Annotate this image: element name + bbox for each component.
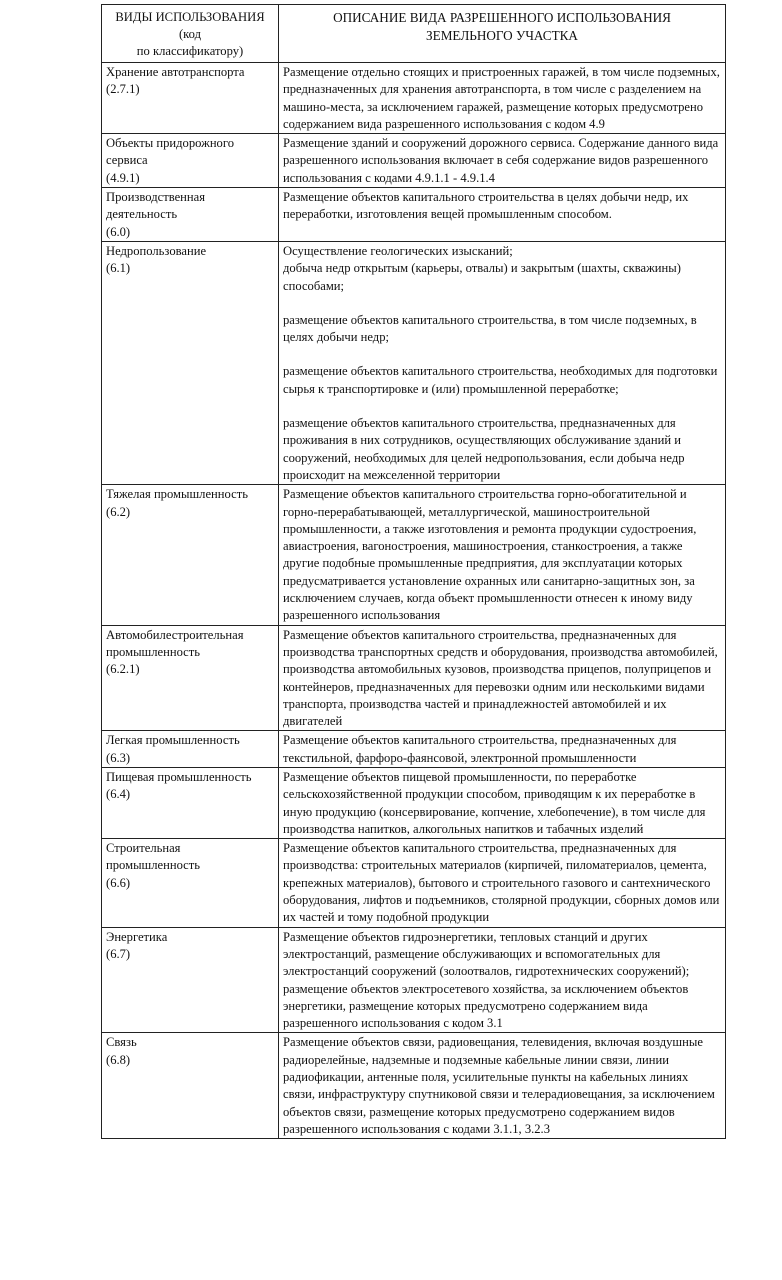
use-type-cell (102, 485, 279, 625)
use-type-cell (102, 188, 279, 242)
use-type-title: Производственная деятельность (106, 190, 206, 222)
description-paragraph: Размещение объектов капитального строительства, предназначенных для производства транспортных средств и оборудования, производства автомобилей, производства автомобильных кузовов, производства прицепов, полуприцепов и контейнеров, предназначенных для перевозки одним или несколькими видами транспорта, производства частей и принадлежностей автомобилей и их двигателей (283, 627, 718, 729)
table-row (102, 241, 726, 484)
description-cell (279, 188, 726, 242)
header-description-line: ЗЕМЕЛЬНОГО УЧАСТКА (426, 27, 578, 43)
paragraph-gap (283, 346, 721, 363)
use-type-title: Легкая промышленность (106, 733, 240, 748)
use-type-title: Строительная промышленность (106, 841, 201, 873)
table-row (102, 485, 726, 625)
header-use-type-line: ВИДЫ ИСПОЛЬЗОВАНИЯ (115, 10, 265, 24)
description-paragraph: размещение объектов электросетевого хозяйства, за исключением объектов энергетики, размещение которых предусмотрено содержанием вида разрешенного использования с кодом 3.1 (283, 981, 689, 1031)
table-row (102, 839, 726, 927)
use-type-code: (6.6) (106, 875, 131, 890)
description-paragraph: Размещение отдельно стоящих и пристроенных гаражей, в том числе подземных, предназначенных для хранения автотранспорта, в том числе с разделением на машино-места, за исключением гаражей, размещение которых предусмотрено содержанием вида разрешенного использования с кодом 4.9 (283, 65, 720, 131)
paragraph-gap (283, 295, 721, 312)
use-type-code: (6.0) (106, 224, 131, 239)
table-row (102, 63, 726, 134)
table-header-row (102, 5, 726, 63)
header-use-type-line: (код (178, 27, 201, 41)
use-type-code: (6.1) (106, 261, 131, 276)
table-row (102, 731, 726, 768)
table-row (102, 767, 726, 838)
description-paragraph: Размещение объектов капитального строительства в целях добычи недр, их переработки, изготовления вещей промышленным способом. (283, 190, 689, 222)
paragraph-gap (283, 398, 721, 415)
use-type-title: Пищевая промышленность (106, 769, 252, 784)
use-type-title: Недропользование (106, 243, 207, 258)
description-cell (279, 1033, 726, 1139)
use-type-code: (6.2) (106, 504, 131, 519)
description-cell (279, 731, 726, 768)
header-use-type-line: по классификатору) (136, 44, 244, 58)
description-paragraph: размещение объектов капитального строительства, в том числе подземных, в целях добычи недр; (283, 312, 697, 345)
description-paragraph: Размещение зданий и сооружений дорожного сервиса. Содержание данного вида разрешенного использования включает в себя содержание видов разрешенного использования с кодами 4.9.1.1 - 4.9.1.4 (283, 136, 719, 185)
description-cell (279, 63, 726, 134)
use-type-cell (102, 134, 279, 188)
use-type-code: (2.7.1) (106, 82, 140, 97)
use-type-code: (6.2.1) (106, 662, 140, 677)
header-description (279, 5, 726, 63)
description-cell (279, 839, 726, 927)
use-type-cell (102, 241, 279, 484)
use-type-code: (6.8) (106, 1052, 131, 1067)
header-description-line: ОПИСАНИЕ ВИДА РАЗРЕШЕННОГО ИСПОЛЬЗОВАНИЯ (333, 10, 671, 25)
table-row (102, 625, 726, 731)
description-paragraph: добыча недр открытым (карьеры, отвалы) и закрытым (шахты, скважины) способами; (283, 261, 681, 293)
table-row (102, 134, 726, 188)
use-type-cell (102, 625, 279, 731)
table-row (102, 1033, 726, 1139)
description-paragraph: Размещение объектов гидроэнергетики, тепловых станций и других электростанций, размещение обслуживающих и вспомогательных для электростанций сооружений (золоотвалов, гидротехнических сооружений); (283, 929, 690, 979)
description-cell (279, 927, 726, 1033)
use-type-title: Хранение автотранспорта (106, 65, 245, 79)
land-use-table (101, 4, 726, 1139)
use-type-cell (102, 1033, 279, 1139)
description-cell (279, 134, 726, 188)
description-cell (279, 241, 726, 484)
description-paragraph: размещение объектов капитального строительства, необходимых для подготовки сырья к транспортировке и (или) промышленной переработке; (283, 364, 718, 396)
use-type-cell (102, 731, 279, 768)
use-type-code: (6.3) (106, 750, 131, 765)
use-type-title: Связь (106, 1035, 137, 1050)
use-type-title: Автомобилестроительная промышленность (106, 627, 244, 659)
use-type-title: Объекты придорожного сервиса (106, 136, 235, 168)
description-paragraph: Размещение объектов пищевой промышленности, по переработке сельскохозяйственной продукции способом, приводящим к их переработке в иную продукцию (консервирование, копчение, хлебопечение), в том числе для производства напитков, алкогольных напитков и табачных изделий (283, 769, 706, 836)
description-paragraph: Размещение объектов капитального строительства, предназначенных для текстильной, фарфоро-фаянсовой, электронной промышленности (283, 733, 677, 765)
description-paragraph: размещение объектов капитального строительства, предназначенных для проживания в них сотрудников, осуществляющих обслуживание зданий и сооружений, необходимых для целей недропользования, если добыча недр происходит на межселенной территории (283, 416, 685, 482)
use-type-title: Энергетика (106, 929, 168, 944)
description-paragraph: Осуществление геологических изысканий; (283, 243, 513, 258)
use-type-code: (6.7) (106, 946, 131, 961)
table-row (102, 927, 726, 1033)
description-paragraph: Размещение объектов капитального строительства, предназначенных для производства: строительных материалов (кирпичей, пиломатериалов, цемента, крепежных материалов), бытового и строительного газового и сантехнического оборудования, лифтов и подъемников, столярной продукции, сборных домов или их частей и тому подобной продукции (283, 841, 720, 925)
description-cell (279, 485, 726, 625)
description-paragraph: Размещение объектов связи, радиовещания, телевидения, включая воздушные радиорелейные, надземные и подземные кабельные линии связи, линии радиофикации, антенные поля, усилительные пункты на кабельных линиях связи, инфраструктуру спутниковой связи и телерадиовещания, за исключением объектов связи, размещение которых предусмотрено содержанием видов разрешенного использования с кодами 3.1.1, 3.2.3 (283, 1035, 715, 1136)
table-body (102, 63, 726, 1139)
use-type-cell (102, 927, 279, 1033)
use-type-cell (102, 63, 279, 134)
description-cell (279, 767, 726, 838)
use-type-code: (6.4) (106, 787, 131, 802)
header-use-type (102, 5, 279, 63)
description-cell (279, 625, 726, 731)
use-type-cell (102, 767, 279, 838)
use-type-title: Тяжелая промышленность (106, 487, 248, 502)
table-row (102, 188, 726, 242)
land-use-document (101, 4, 725, 1139)
description-paragraph: Размещение объектов капитального строительства горно-обогатительной и горно-перерабатывающей, металлургической, машиностроительной промышленности, а также изготовления и ремонта продукции судостроения, авиастроения, вагоностроения, машиностроения, станкостроения, а также другие подобные промышленные предприятия, для эксплуатации которых предусматривается установление охранных или санитарно-защитных зон, за исключением случаев, когда объект промышленности отнесен к иному виду разрешенного использования (283, 487, 697, 623)
use-type-cell (102, 839, 279, 927)
use-type-code: (4.9.1) (106, 170, 140, 185)
